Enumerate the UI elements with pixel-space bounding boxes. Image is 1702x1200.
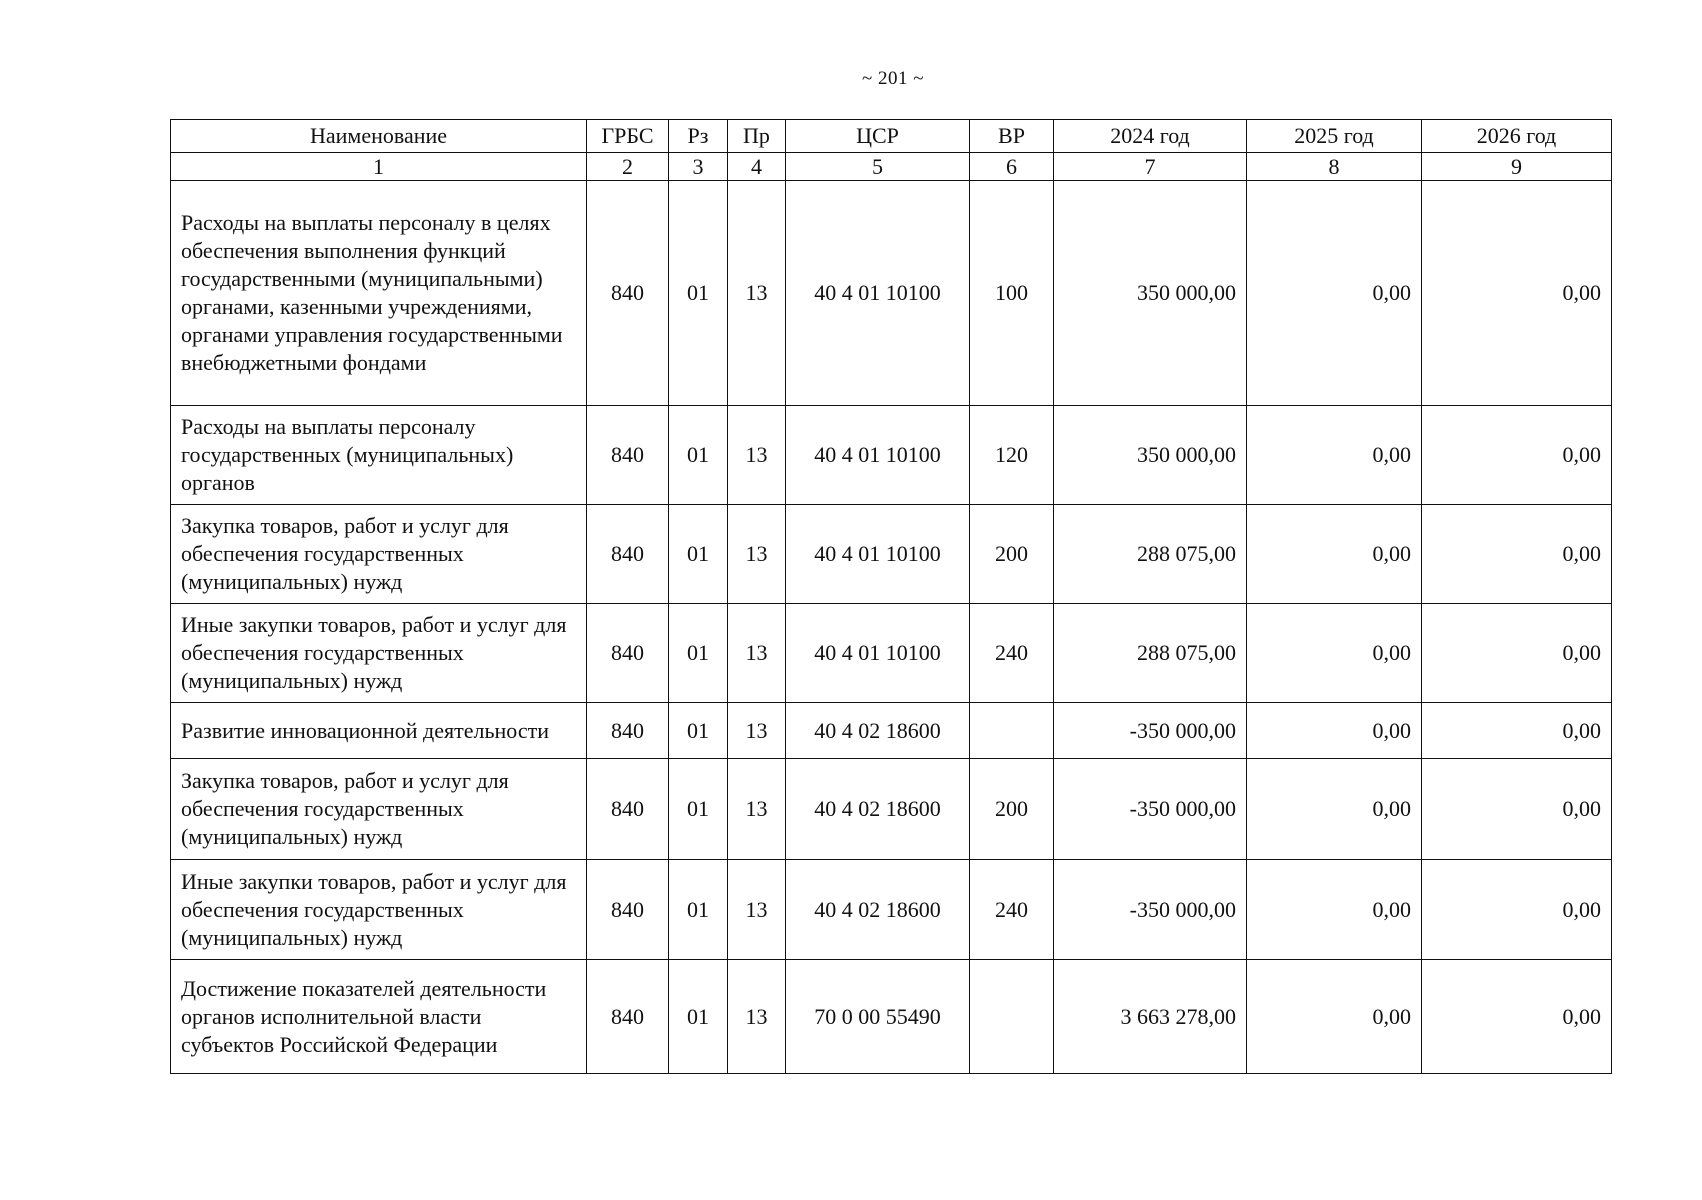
row-2025: 0,00 bbox=[1247, 181, 1422, 406]
header-2026: 2026 год bbox=[1422, 120, 1612, 153]
row-csr: 70 0 00 55490 bbox=[786, 960, 970, 1074]
header-csr: ЦСР bbox=[786, 120, 970, 153]
row-pr: 13 bbox=[728, 703, 786, 759]
row-vr bbox=[970, 960, 1054, 1074]
column-number-row bbox=[171, 153, 1612, 181]
row-grbs: 840 bbox=[587, 505, 669, 604]
header-grbs: ГРБС bbox=[587, 120, 669, 153]
row-csr: 40 4 02 18600 bbox=[786, 860, 970, 960]
row-2026: 0,00 bbox=[1422, 759, 1612, 860]
row-pr: 13 bbox=[728, 759, 786, 860]
row-csr: 40 4 01 10100 bbox=[786, 505, 970, 604]
row-name: Расходы на выплаты персоналу в целях обеспечения выполнения функций государственными (муниципальными) органами, казенными учреждениями, органами управления государственными внебюджетными фондами bbox=[171, 181, 587, 406]
row-2024: 288 075,00 bbox=[1054, 604, 1247, 703]
column-number: 1 bbox=[171, 153, 587, 181]
row-vr: 200 bbox=[970, 759, 1054, 860]
row-2025: 0,00 bbox=[1247, 860, 1422, 960]
column-number: 9 bbox=[1422, 153, 1612, 181]
row-csr: 40 4 01 10100 bbox=[786, 406, 970, 505]
row-2025: 0,00 bbox=[1247, 960, 1422, 1074]
row-2024: -350 000,00 bbox=[1054, 759, 1247, 860]
row-name: Иные закупки товаров, работ и услуг для обеспечения государственных (муниципальных) нужд bbox=[171, 604, 587, 703]
row-2024: 350 000,00 bbox=[1054, 181, 1247, 406]
row-pr: 13 bbox=[728, 604, 786, 703]
row-rz: 01 bbox=[669, 181, 728, 406]
row-2024: 350 000,00 bbox=[1054, 406, 1247, 505]
column-number: 4 bbox=[728, 153, 786, 181]
table-row bbox=[171, 604, 1612, 703]
row-csr: 40 4 01 10100 bbox=[786, 181, 970, 406]
table-row bbox=[171, 703, 1612, 759]
row-2026: 0,00 bbox=[1422, 860, 1612, 960]
row-csr: 40 4 01 10100 bbox=[786, 604, 970, 703]
row-2026: 0,00 bbox=[1422, 181, 1612, 406]
column-number: 5 bbox=[786, 153, 970, 181]
row-grbs: 840 bbox=[587, 860, 669, 960]
row-grbs: 840 bbox=[587, 703, 669, 759]
row-2026: 0,00 bbox=[1422, 960, 1612, 1074]
row-2025: 0,00 bbox=[1247, 604, 1422, 703]
header-pr: Пр bbox=[728, 120, 786, 153]
row-pr: 13 bbox=[728, 960, 786, 1074]
row-pr: 13 bbox=[728, 406, 786, 505]
row-vr bbox=[970, 703, 1054, 759]
header-row bbox=[171, 120, 1612, 153]
table-row bbox=[171, 505, 1612, 604]
column-number: 6 bbox=[970, 153, 1054, 181]
row-pr: 13 bbox=[728, 505, 786, 604]
row-rz: 01 bbox=[669, 406, 728, 505]
row-vr: 240 bbox=[970, 860, 1054, 960]
budget-table bbox=[170, 119, 1612, 1074]
table-row bbox=[171, 759, 1612, 860]
column-number: 8 bbox=[1247, 153, 1422, 181]
row-2024: -350 000,00 bbox=[1054, 703, 1247, 759]
table-row bbox=[171, 406, 1612, 505]
row-2026: 0,00 bbox=[1422, 505, 1612, 604]
row-name: Иные закупки товаров, работ и услуг для обеспечения государственных (муниципальных) нужд bbox=[171, 860, 587, 960]
header-2024: 2024 год bbox=[1054, 120, 1247, 153]
row-name: Развитие инновационной деятельности bbox=[171, 703, 587, 759]
row-vr: 120 bbox=[970, 406, 1054, 505]
row-vr: 240 bbox=[970, 604, 1054, 703]
row-rz: 01 bbox=[669, 860, 728, 960]
row-name: Достижение показателей деятельности органов исполнительной власти субъектов Российской Федерации bbox=[171, 960, 587, 1074]
row-2024: -350 000,00 bbox=[1054, 860, 1247, 960]
row-rz: 01 bbox=[669, 604, 728, 703]
row-2025: 0,00 bbox=[1247, 406, 1422, 505]
row-pr: 13 bbox=[728, 181, 786, 406]
row-pr: 13 bbox=[728, 860, 786, 960]
header-rz: Рз bbox=[669, 120, 728, 153]
row-grbs: 840 bbox=[587, 406, 669, 505]
row-2024: 288 075,00 bbox=[1054, 505, 1247, 604]
row-vr: 100 bbox=[970, 181, 1054, 406]
table-row bbox=[171, 860, 1612, 960]
row-grbs: 840 bbox=[587, 604, 669, 703]
row-grbs: 840 bbox=[587, 181, 669, 406]
row-rz: 01 bbox=[669, 960, 728, 1074]
row-vr: 200 bbox=[970, 505, 1054, 604]
row-rz: 01 bbox=[669, 703, 728, 759]
row-csr: 40 4 02 18600 bbox=[786, 759, 970, 860]
header-name: Наименование bbox=[171, 120, 587, 153]
row-csr: 40 4 02 18600 bbox=[786, 703, 970, 759]
row-2025: 0,00 bbox=[1247, 759, 1422, 860]
row-name: Расходы на выплаты персоналу государственных (муниципальных) органов bbox=[171, 406, 587, 505]
table-row bbox=[171, 181, 1612, 406]
row-2025: 0,00 bbox=[1247, 703, 1422, 759]
row-2026: 0,00 bbox=[1422, 604, 1612, 703]
row-name: Закупка товаров, работ и услуг для обеспечения государственных (муниципальных) нужд bbox=[171, 759, 587, 860]
table-row bbox=[171, 960, 1612, 1074]
column-number: 2 bbox=[587, 153, 669, 181]
header-2025: 2025 год bbox=[1247, 120, 1422, 153]
column-number: 7 bbox=[1054, 153, 1247, 181]
page-number: ~ 201 ~ bbox=[861, 68, 925, 89]
row-rz: 01 bbox=[669, 759, 728, 860]
row-2026: 0,00 bbox=[1422, 703, 1612, 759]
row-name: Закупка товаров, работ и услуг для обеспечения государственных (муниципальных) нужд bbox=[171, 505, 587, 604]
row-rz: 01 bbox=[669, 505, 728, 604]
row-2025: 0,00 bbox=[1247, 505, 1422, 604]
header-vr: ВР bbox=[970, 120, 1054, 153]
row-2026: 0,00 bbox=[1422, 406, 1612, 505]
row-2024: 3 663 278,00 bbox=[1054, 960, 1247, 1074]
row-grbs: 840 bbox=[587, 759, 669, 860]
column-number: 3 bbox=[669, 153, 728, 181]
row-grbs: 840 bbox=[587, 960, 669, 1074]
